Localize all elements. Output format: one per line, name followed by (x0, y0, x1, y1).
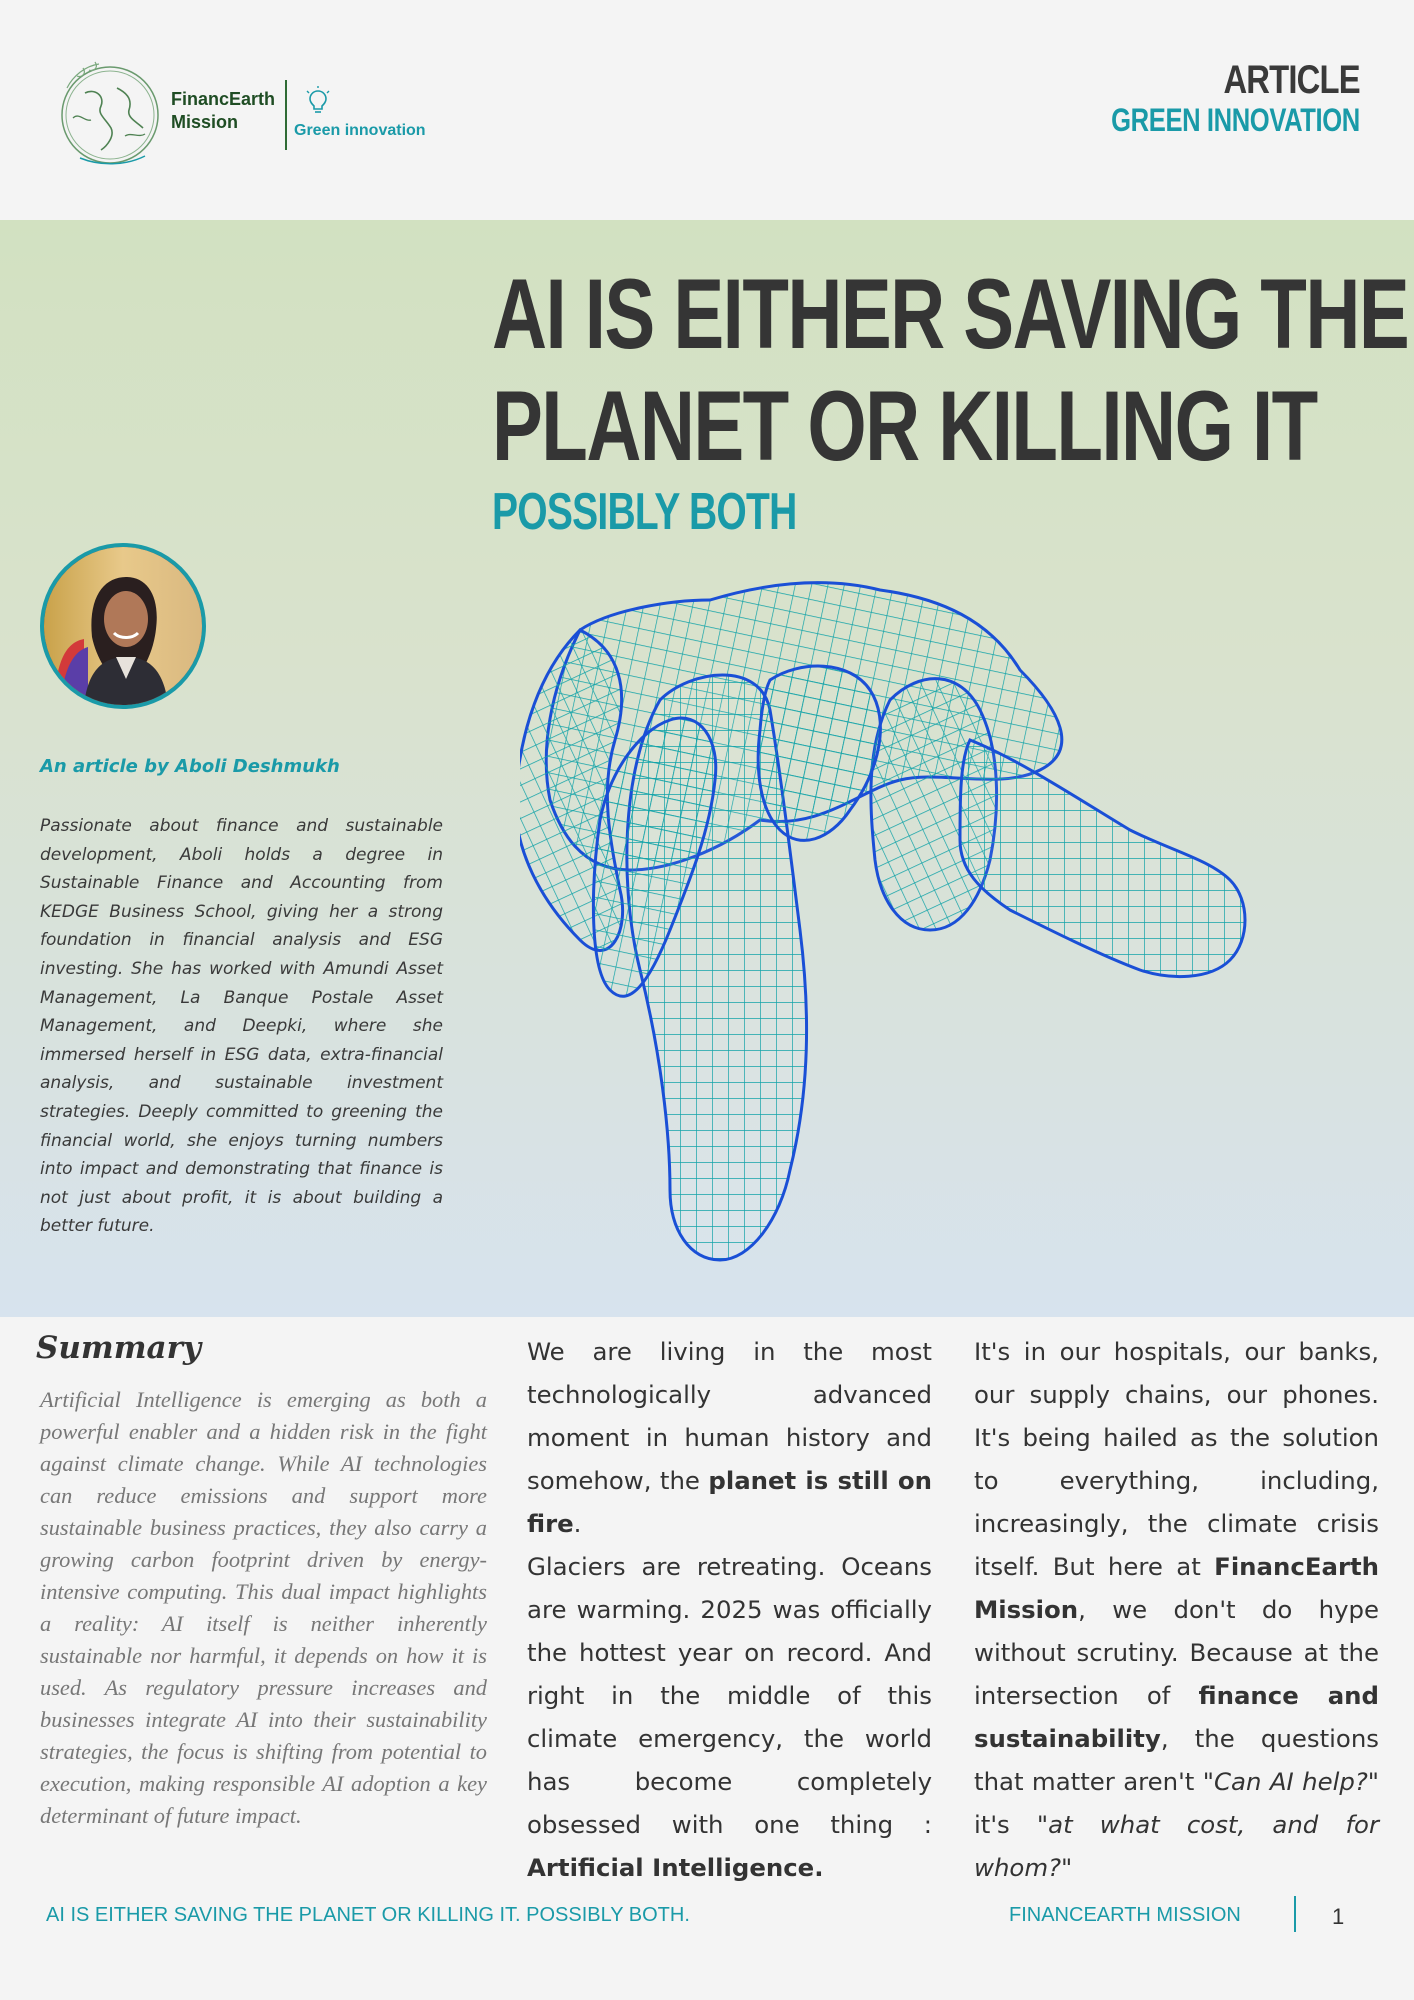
text-run: We are living in the most technologically advanced moment in human history and somehow, the (527, 1337, 932, 1495)
article-kicker (1049, 60, 1360, 136)
body-column-2 (527, 1330, 932, 1889)
lightbulb-icon (305, 86, 331, 116)
bold-run: Artificial Intelligence. (527, 1853, 824, 1882)
text-run: , we don't do hype without scrutiny. Because at the intersection of (974, 1595, 1379, 1710)
summary-text: Artificial Intelligence is emerging as both a powerful enabler and a hidden risk in the fight against climate change. While AI technologies can reduce emissions and support more sustainable business practices, they also carry a growing carbon footprint driven by energy-intensive computing. This dual impact highlights a reality: AI itself is neither inherently sustainable nor harmful, it depends on how it is used. As regulatory pressure increases and businesses integrate AI into their sustainability strategies, the focus is shifting from potential to execution, making responsible AI adoption a key determinant of future impact. (40, 1387, 487, 1828)
text-run: Glaciers are retreating. Oceans are warming. 2025 was officially the hottest year on record. And right in the middle of this climate emergency, the world has become completely obsessed with one thing : (527, 1552, 932, 1839)
title-line1: AI IS EITHER SAVING THE (492, 258, 1409, 369)
brand-divider (285, 80, 287, 150)
brand-name (171, 88, 291, 134)
author-avatar (40, 543, 206, 709)
article-title (492, 258, 1409, 482)
text-run: It's in our hospitals, our banks, our supply chains, our phones. It's being hailed as the solution to everything, including, increasingly, the climate crisis itself. But here at (974, 1337, 1379, 1581)
page-header (0, 0, 1414, 220)
text-run: , the questions that matter aren't " (974, 1724, 1379, 1796)
footer-divider (1294, 1896, 1296, 1932)
paragraph-climate (527, 1545, 932, 1889)
page-number: 1 (1332, 1904, 1345, 1929)
body-column-3 (974, 1330, 1379, 1889)
text-run: " (1061, 1853, 1073, 1882)
bold-run: finance and sustainability (974, 1681, 1379, 1753)
brand-tagline: Green innovation (294, 122, 426, 139)
kicker-type: ARTICLE (1223, 58, 1360, 102)
bold-run: planet is still on fire (527, 1466, 932, 1538)
kicker-section: GREEN INNOVATION (1111, 102, 1360, 138)
wireframe-hand-illustration (520, 570, 1350, 1275)
text-run: . (573, 1509, 582, 1538)
brand-name-line2: Mission (171, 112, 239, 132)
italic-run: Can AI help?" (1214, 1767, 1380, 1796)
article-subtitle: POSSIBLY BOTH (492, 483, 797, 541)
footer-title: AI IS EITHER SAVING THE PLANET OR KILLING IT. POSSIBLY BOTH. (46, 1904, 690, 1926)
paragraph-scrutiny (974, 1330, 1379, 1889)
globe-logo-icon (55, 58, 165, 168)
italic-run: at what cost, and for whom? (974, 1810, 1379, 1882)
footer-brand: FINANCEARTH MISSION (1009, 1904, 1241, 1926)
text-run: it's " (974, 1810, 1049, 1839)
brand-name-line1: FinancEarth (171, 89, 276, 109)
paragraph-intro (527, 1330, 932, 1545)
author-byline: An article by Aboli Deshmukh (40, 756, 340, 777)
bold-run: FinancEarth Mission (974, 1552, 1379, 1624)
author-bio: Passionate about finance and sustainable development, Aboli holds a degree in Sustainable Finance and Accounting from KEDGE Business School, giving her a strong foundation in financial analysis and ESG investing. She has worked with Amundi Asset Management, La Banque Postale Asset Management, and Deepki, where she immersed herself in ESG data, extra-financial analysis, and sustainable investment strategies. Deeply committed to greening the financial world, she enjoys turning numbers into impact and demonstrating that finance is not just about profit, it is about building a better future. (40, 816, 443, 1237)
summary-title: Summary (36, 1330, 201, 1366)
title-line2: PLANET OR KILLING IT (492, 370, 1317, 481)
